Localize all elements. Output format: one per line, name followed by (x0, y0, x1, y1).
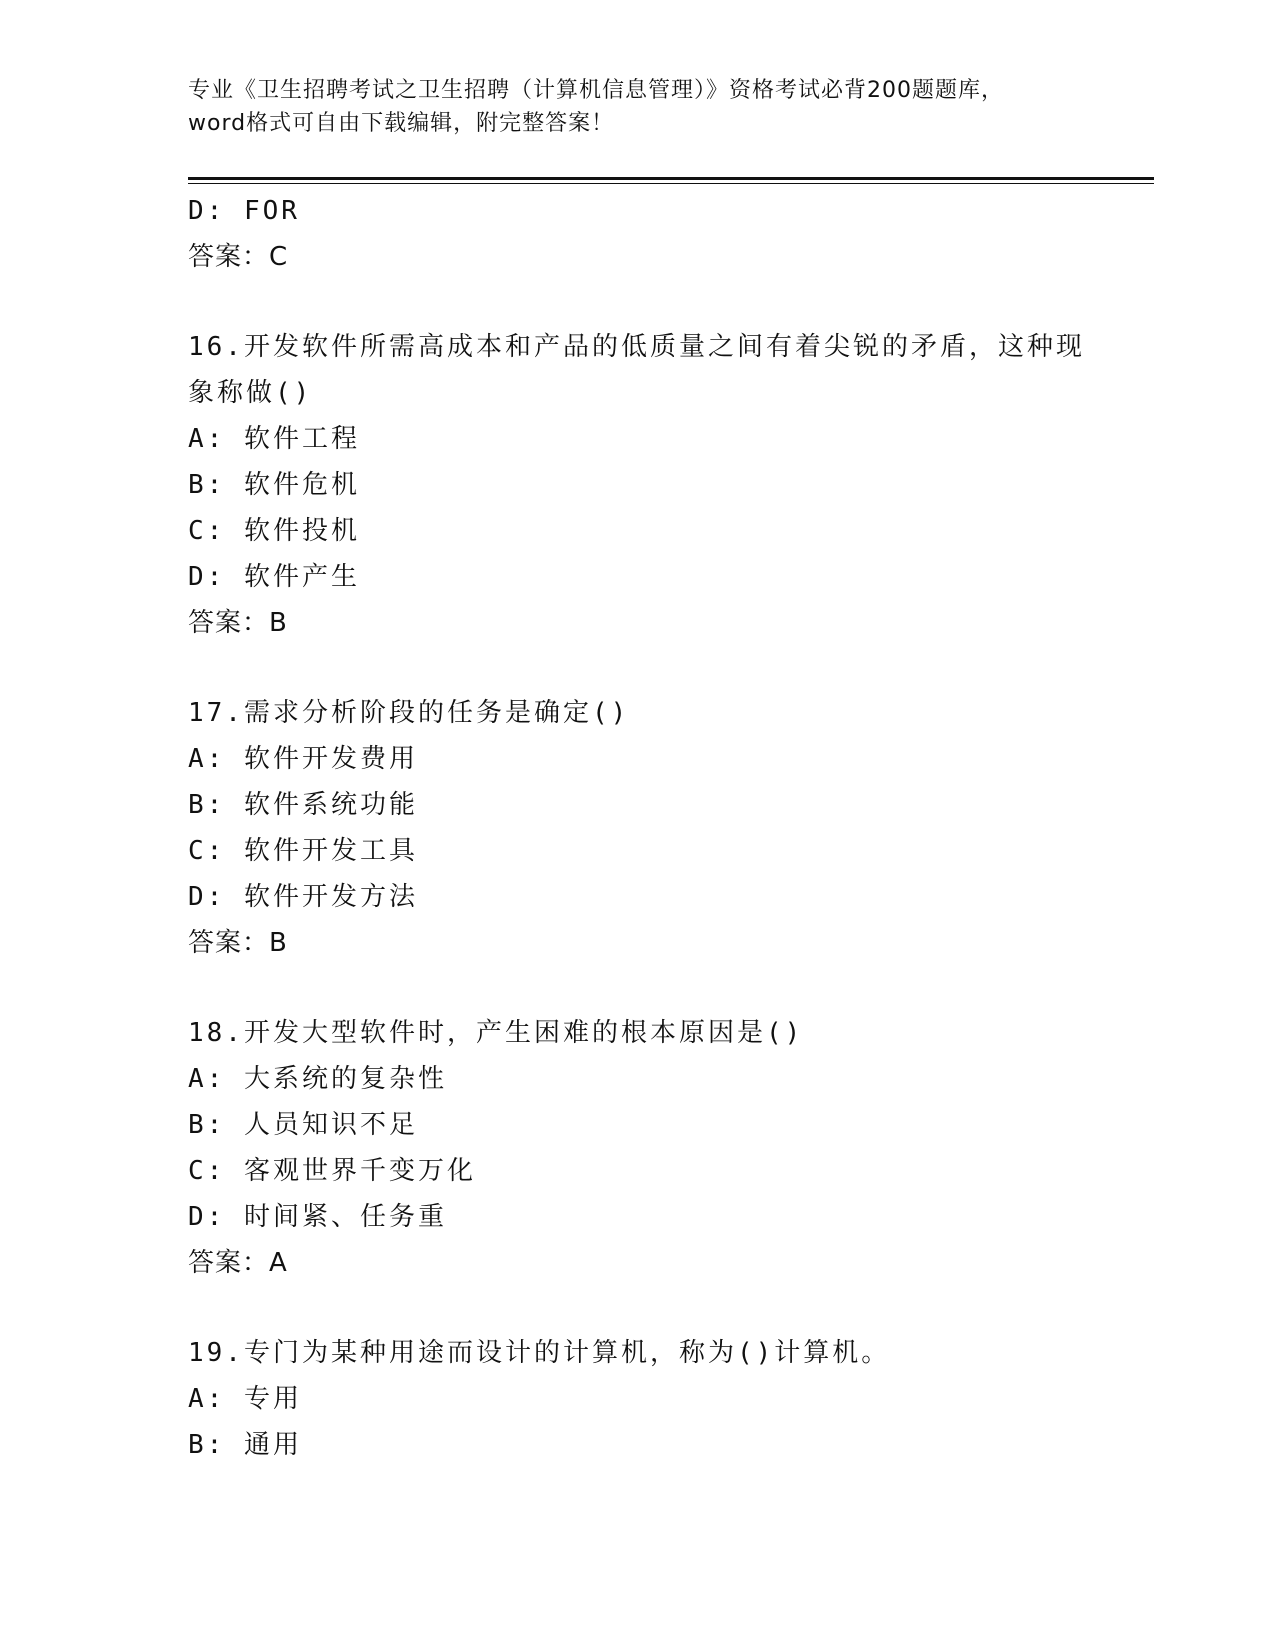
question-stem: 17.需求分析阶段的任务是确定() (188, 698, 630, 728)
header-divider-thin (188, 183, 1154, 184)
question-stem: 18.开发大型软件时，产生困难的根本原因是() (188, 1018, 804, 1048)
question-15-tail (188, 188, 1088, 280)
option-b: B: 人员知识不足 (188, 1110, 418, 1140)
header-title-line-1: 专业《卫生招聘考试之卫生招聘（计算机信息管理）》资格考试必背200题题库， (188, 78, 1004, 103)
spacer (188, 1286, 1088, 1330)
option-c: C: 客观世界千变万化 (188, 1156, 476, 1186)
option-d: D: 软件开发方法 (188, 882, 418, 912)
answer: 答案：B (188, 928, 288, 958)
option-a: A: 软件工程 (188, 424, 360, 454)
option-b: B: 软件危机 (188, 470, 360, 500)
spacer (188, 966, 1088, 1010)
option-b: B: 软件系统功能 (188, 790, 418, 820)
answer: 答案：C (188, 242, 289, 272)
option-d: D: 时间紧、任务重 (188, 1202, 447, 1232)
spacer (188, 280, 1088, 324)
question-list (188, 188, 1088, 1468)
question-stem-line-1: 16.开发软件所需高成本和产品的低质量之间有着尖锐的矛盾，这种现 (188, 332, 1085, 362)
question-19 (188, 1330, 1088, 1468)
question-18 (188, 1010, 1088, 1286)
header-divider-thick (188, 177, 1154, 180)
option-a: A: 软件开发费用 (188, 744, 418, 774)
question-16 (188, 324, 1088, 646)
question-17 (188, 690, 1088, 966)
option-d: D: FOR (188, 196, 300, 226)
header-title-line-2: word格式可自由下载编辑，附完整答案！ (188, 111, 615, 136)
question-stem: 19.专门为某种用途而设计的计算机，称为()计算机。 (188, 1338, 891, 1368)
option-d: D: 软件产生 (188, 562, 360, 592)
question-stem-line-2: 象称做() (188, 378, 313, 408)
option-a: A: 大系统的复杂性 (188, 1064, 447, 1094)
document-header (188, 74, 1088, 140)
option-c: C: 软件开发工具 (188, 836, 418, 866)
spacer (188, 646, 1088, 690)
option-b: B: 通用 (188, 1430, 302, 1460)
option-c: C: 软件投机 (188, 516, 360, 546)
answer: 答案：A (188, 1248, 288, 1278)
option-a: A: 专用 (188, 1384, 302, 1414)
answer: 答案：B (188, 608, 288, 638)
